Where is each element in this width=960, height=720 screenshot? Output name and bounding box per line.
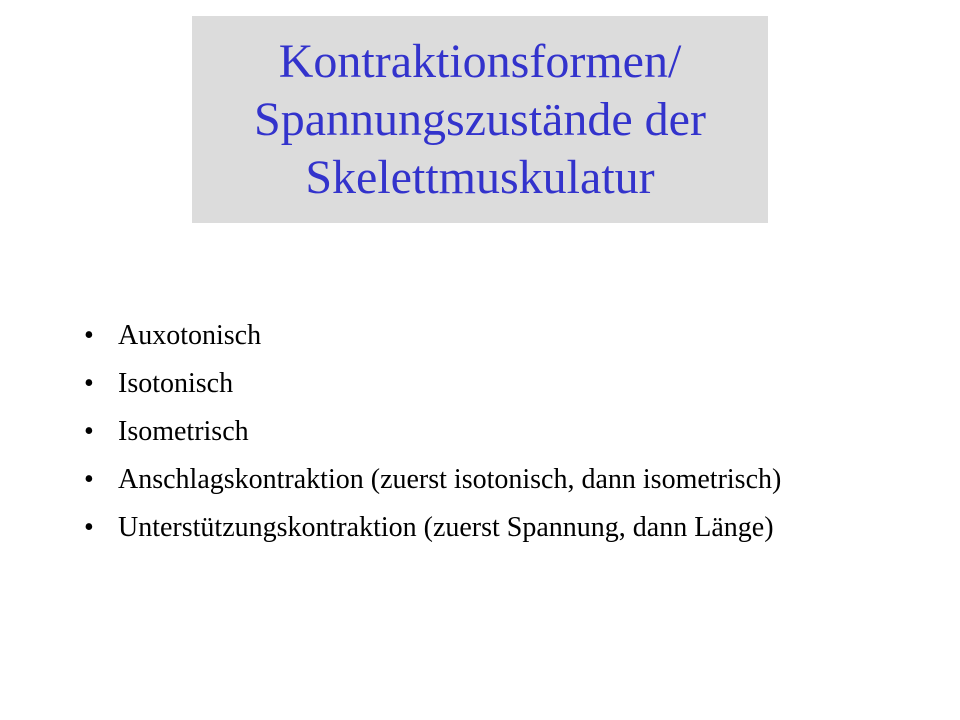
bullet-item-isotonisch: [84, 370, 904, 398]
bullet-text: Isometrisch: [118, 416, 249, 447]
bullet-dot-icon: •: [84, 320, 94, 351]
bullet-dot-icon: •: [84, 464, 94, 495]
slide-title: [254, 33, 706, 207]
bullet-item-unterstuetzungskontraktion: [84, 514, 904, 542]
title-line-3: Skelettmuskulatur: [305, 150, 655, 204]
bullet-text: Auxotonisch: [118, 320, 262, 351]
bullet-text: Unterstützungskontraktion (zuerst Spannung, dann Länge): [118, 512, 774, 543]
bullet-text: Isotonisch: [118, 368, 234, 399]
title-line-1: Kontraktionsformen/: [278, 34, 682, 88]
title-line-2: Spannungszustände der: [254, 92, 706, 146]
bullet-dot-icon: •: [84, 416, 94, 447]
bullet-text: Anschlagskontraktion (zuerst isotonisch, dann isometrisch): [118, 464, 782, 495]
bullet-dot-icon: •: [84, 368, 94, 399]
bullet-dot-icon: •: [84, 512, 94, 543]
bullet-list: [84, 322, 904, 562]
bullet-item-anschlagskontraktion: [84, 466, 904, 494]
title-box: [192, 16, 768, 223]
bullet-item-auxotonisch: [84, 322, 904, 350]
bullet-item-isometrisch: [84, 418, 904, 446]
